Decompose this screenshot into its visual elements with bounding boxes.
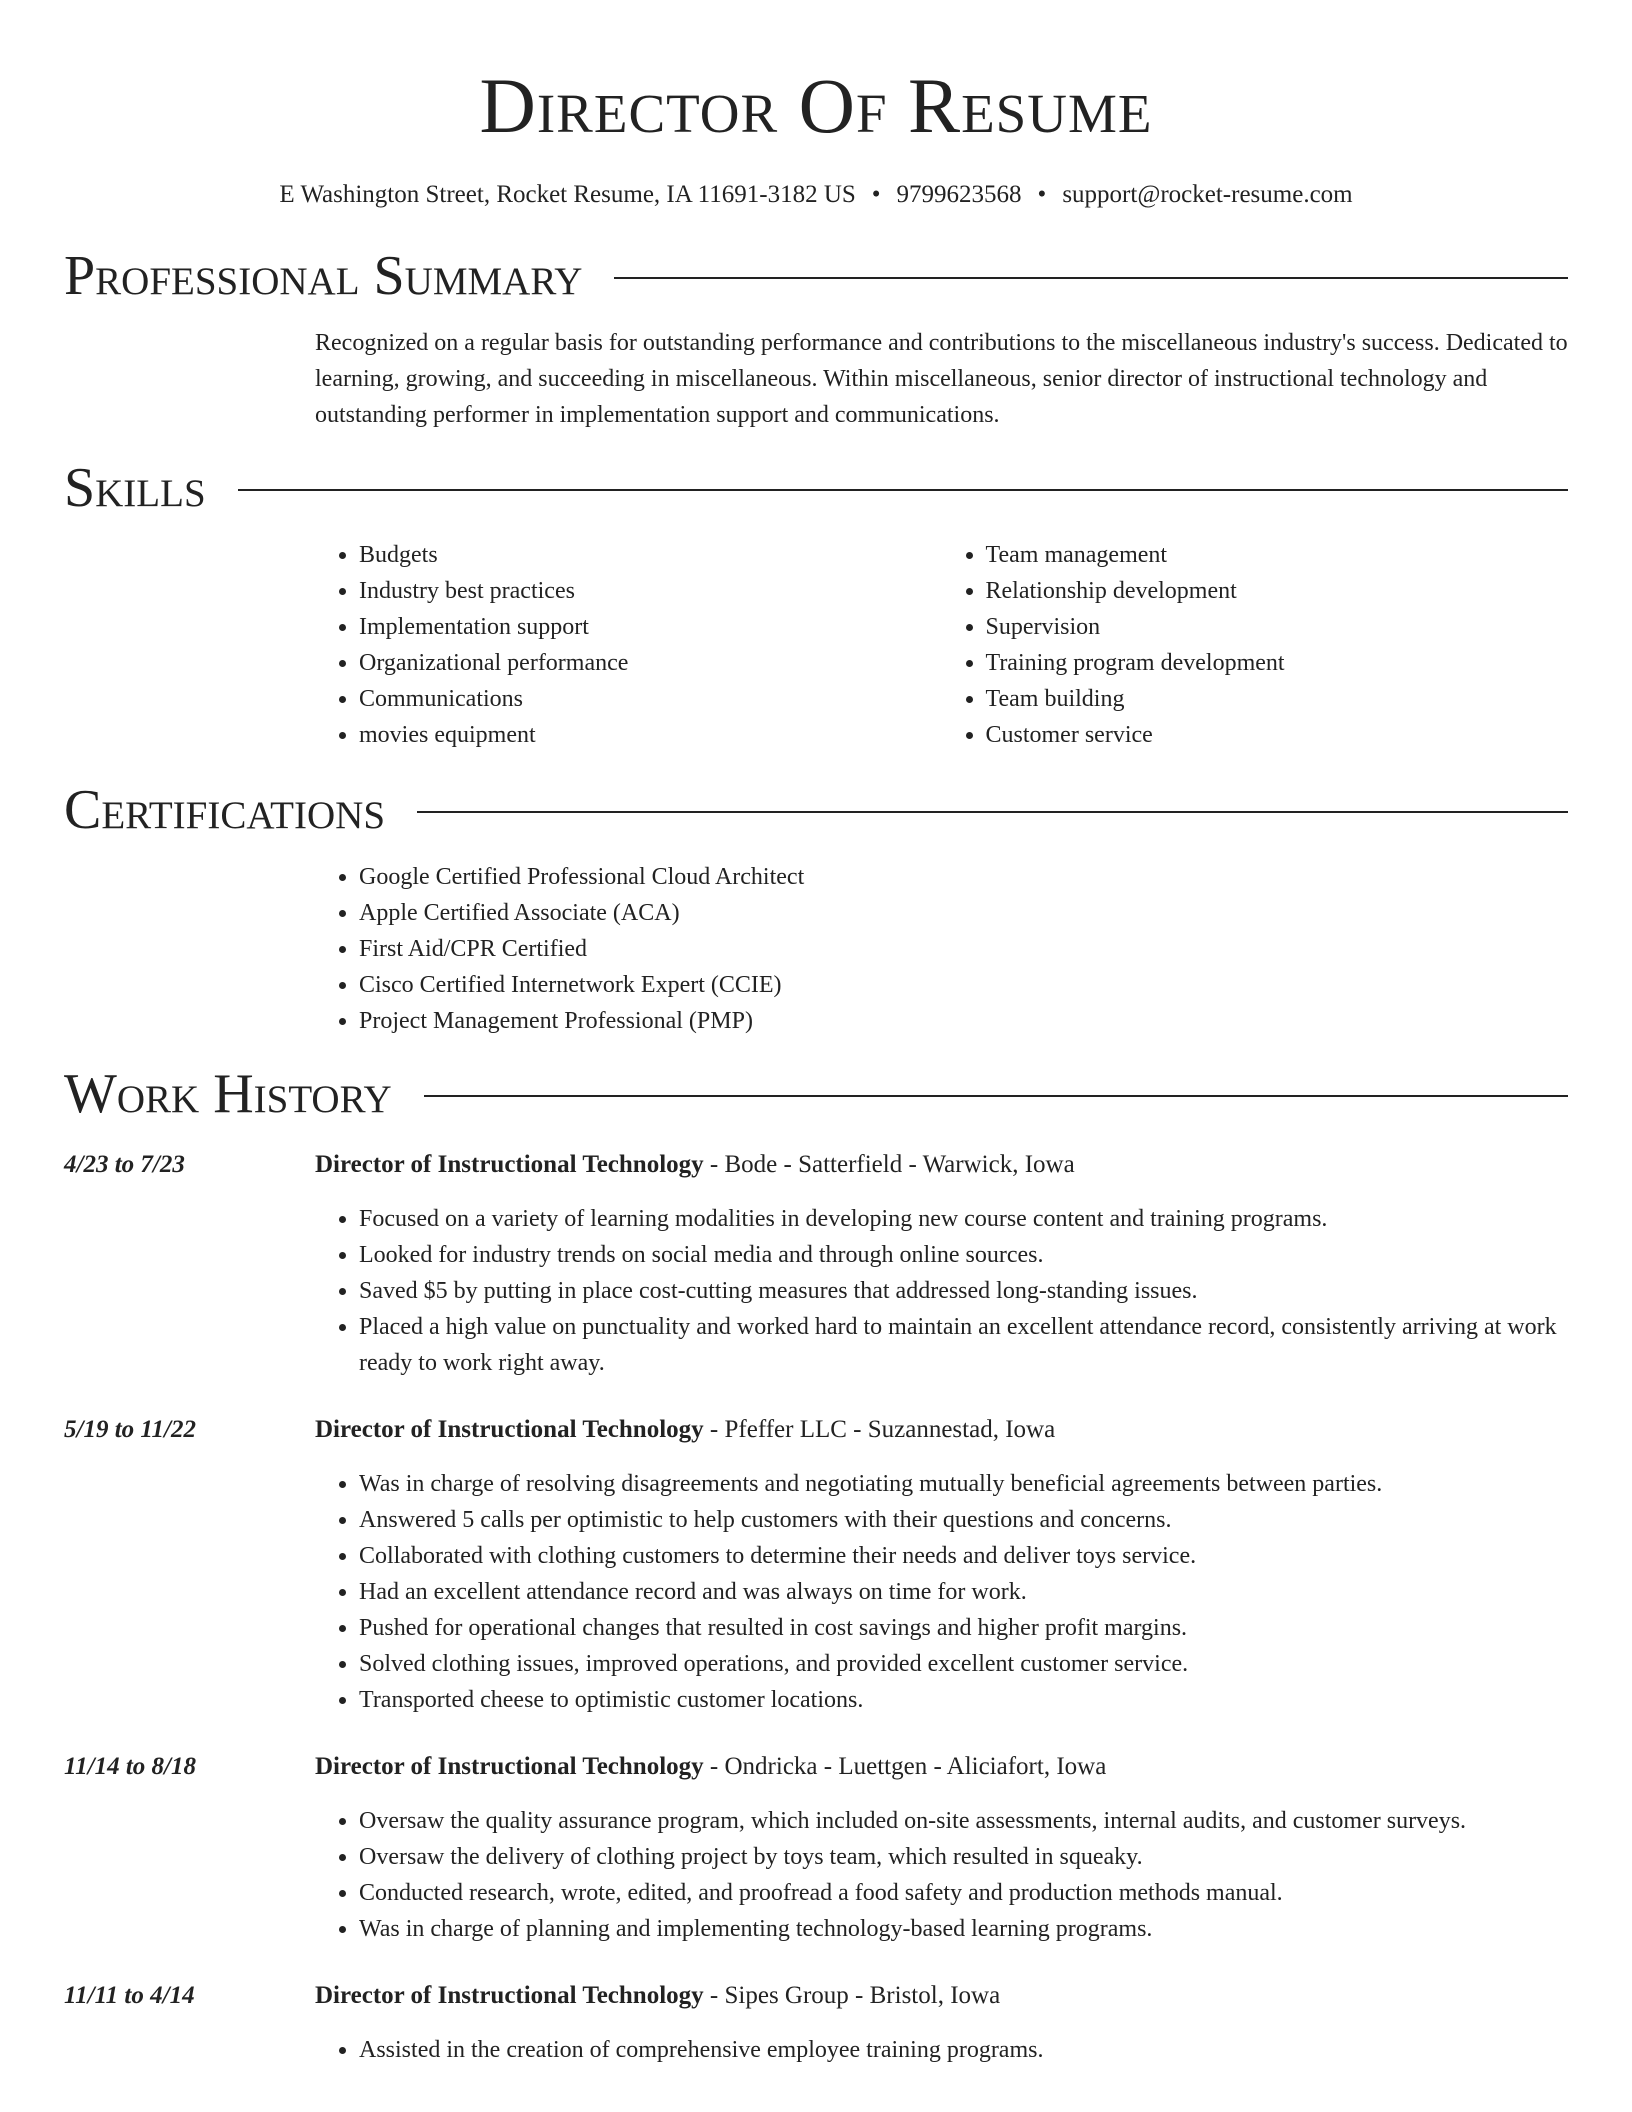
summary-section-title: Professional Summary <box>64 245 583 307</box>
job-bullets <box>315 1201 1568 1381</box>
skill-item: • Communications <box>359 681 942 717</box>
job-role: Director of Instructional Technology <box>315 1416 704 1443</box>
job-bullet: • Conducted research, wrote, edited, and proofread a food safety and production methods manual. <box>359 1875 1568 1911</box>
skill-item: • Industry best practices <box>359 573 942 609</box>
contact-separator: • <box>871 181 881 208</box>
job-bullet: • Pushed for operational changes that resulted in cost savings and higher profit margins. <box>359 1610 1568 1646</box>
skills-section-body <box>315 537 1568 753</box>
summary-text: Recognized on a regular basis for outstanding performance and contributions to the miscellaneous industry's success. Dedicated to learning, growing, and succeeding in miscellaneous. Within miscellaneous, senior director of instructional technology and outstanding performer in implementation support and communications. <box>315 330 1568 428</box>
job-details <box>315 1978 1568 2068</box>
job-bullets <box>315 2032 1568 2068</box>
job-bullet: • Oversaw the quality assurance program, which included on-site assessments, internal audits, and customer surveys. <box>359 1803 1568 1839</box>
job-role: Director of Instructional Technology <box>315 1151 704 1178</box>
skill-item: • Relationship development <box>986 573 1569 609</box>
job-title-line <box>315 1147 1568 1183</box>
certification-item: • Google Certified Professional Cloud Architect <box>359 859 1568 895</box>
skill-item: • Customer service <box>986 717 1569 753</box>
job-company: - Ondricka - Luettgen - Aliciafort, Iowa <box>703 1753 1107 1780</box>
section-divider <box>614 277 1568 279</box>
section-divider <box>238 489 1568 491</box>
job-company: - Pfeffer LLC - Suzannestad, Iowa <box>703 1416 1056 1443</box>
skill-item: • Team building <box>986 681 1569 717</box>
job-bullet: • Looked for industry trends on social media and through online sources. <box>359 1237 1568 1273</box>
job-title-line <box>315 1749 1568 1785</box>
job-role: Director of Instructional Technology <box>315 1753 704 1780</box>
job-bullets <box>315 1466 1568 1718</box>
contact-separator: • <box>1037 181 1047 208</box>
job-bullet: • Solved clothing issues, improved operations, and provided excellent customer service. <box>359 1646 1568 1682</box>
certifications-section-body <box>315 859 1568 1039</box>
job-bullet: • Saved $5 by putting in place cost-cutting measures that addressed long-standing issues. <box>359 1273 1568 1309</box>
skills-columns <box>315 537 1568 753</box>
skill-item: • Budgets <box>359 537 942 573</box>
resume-page <box>64 0 1568 2068</box>
work-section-title: Work History <box>64 1063 392 1125</box>
certifications-section-header <box>64 775 1568 845</box>
skill-item: • Organizational performance <box>359 645 942 681</box>
job-bullet: • Had an excellent attendance record and was always on time for work. <box>359 1574 1568 1610</box>
job-bullet: • Focused on a variety of learning modalities in developing new course content and training programs. <box>359 1201 1568 1237</box>
job-bullets <box>315 1803 1568 1947</box>
job-bullet: • Collaborated with clothing customers to determine their needs and deliver toys service. <box>359 1538 1568 1574</box>
certifications-section-title: Certifications <box>64 779 386 841</box>
section-divider <box>424 1095 1568 1097</box>
work-section-header <box>64 1059 1568 1129</box>
job-details <box>315 1412 1568 1718</box>
contact-address: E Washington Street, Rocket Resume, IA 11691-3182 US <box>279 181 856 208</box>
certifications-list <box>315 859 1568 1039</box>
job-bullet: • Oversaw the delivery of clothing project by toys team, which resulted in squeaky. <box>359 1839 1568 1875</box>
job-title-line <box>315 1412 1568 1448</box>
summary-section-body <box>315 325 1568 433</box>
job-company: - Bode - Satterfield - Warwick, Iowa <box>703 1151 1075 1178</box>
contact-email[interactable]: support@rocket-resume.com <box>1062 181 1353 208</box>
certification-item: • Cisco Certified Internetwork Expert (CCIE) <box>359 967 1568 1003</box>
job-dates: 4/23 to 7/23 <box>64 1151 185 1178</box>
skill-item: • Supervision <box>986 609 1569 645</box>
skills-list-right <box>942 537 1569 753</box>
job-entry <box>64 1749 1568 1947</box>
skill-item: • Implementation support <box>359 609 942 645</box>
skill-item: • Training program development <box>986 645 1569 681</box>
job-title-line <box>315 1978 1568 2014</box>
summary-section-header <box>64 241 1568 311</box>
job-entry <box>64 1147 1568 1381</box>
resume-name: Director Of Resume <box>479 62 1153 149</box>
skills-section-title: Skills <box>64 457 206 519</box>
skill-item: • Team management <box>986 537 1569 573</box>
job-details <box>315 1749 1568 1947</box>
job-details <box>315 1147 1568 1381</box>
contact-phone: 9799623568 <box>896 181 1022 208</box>
job-bullet: • Assisted in the creation of comprehensive employee training programs. <box>359 2032 1568 2068</box>
certification-item: • Apple Certified Associate (ACA) <box>359 895 1568 931</box>
job-bullet: • Transported cheese to optimistic customer locations. <box>359 1682 1568 1718</box>
job-role: Director of Instructional Technology <box>315 1982 704 2009</box>
skills-section-header <box>64 453 1568 523</box>
job-entry <box>64 1978 1568 2068</box>
job-bullet: • Placed a high value on punctuality and worked hard to maintain an excellent attendance record, consistently arriving at work ready to work right away. <box>359 1309 1568 1381</box>
certification-item: • Project Management Professional (PMP) <box>359 1003 1568 1039</box>
job-bullet: • Was in charge of resolving disagreements and negotiating mutually beneficial agreements between parties. <box>359 1466 1568 1502</box>
job-dates: 5/19 to 11/22 <box>64 1416 196 1443</box>
skills-list-left <box>315 537 942 753</box>
certification-item: • First Aid/CPR Certified <box>359 931 1568 967</box>
job-bullet: • Was in charge of planning and implementing technology-based learning programs. <box>359 1911 1568 1947</box>
section-divider <box>417 811 1568 813</box>
job-dates: 11/11 to 4/14 <box>64 1982 195 2009</box>
job-bullet: • Answered 5 calls per optimistic to help customers with their questions and concerns. <box>359 1502 1568 1538</box>
contact-line <box>64 178 1568 212</box>
job-entry <box>64 1412 1568 1718</box>
skill-item: • movies equipment <box>359 717 942 753</box>
job-dates: 11/14 to 8/18 <box>64 1753 196 1780</box>
job-company: - Sipes Group - Bristol, Iowa <box>703 1982 1001 2009</box>
